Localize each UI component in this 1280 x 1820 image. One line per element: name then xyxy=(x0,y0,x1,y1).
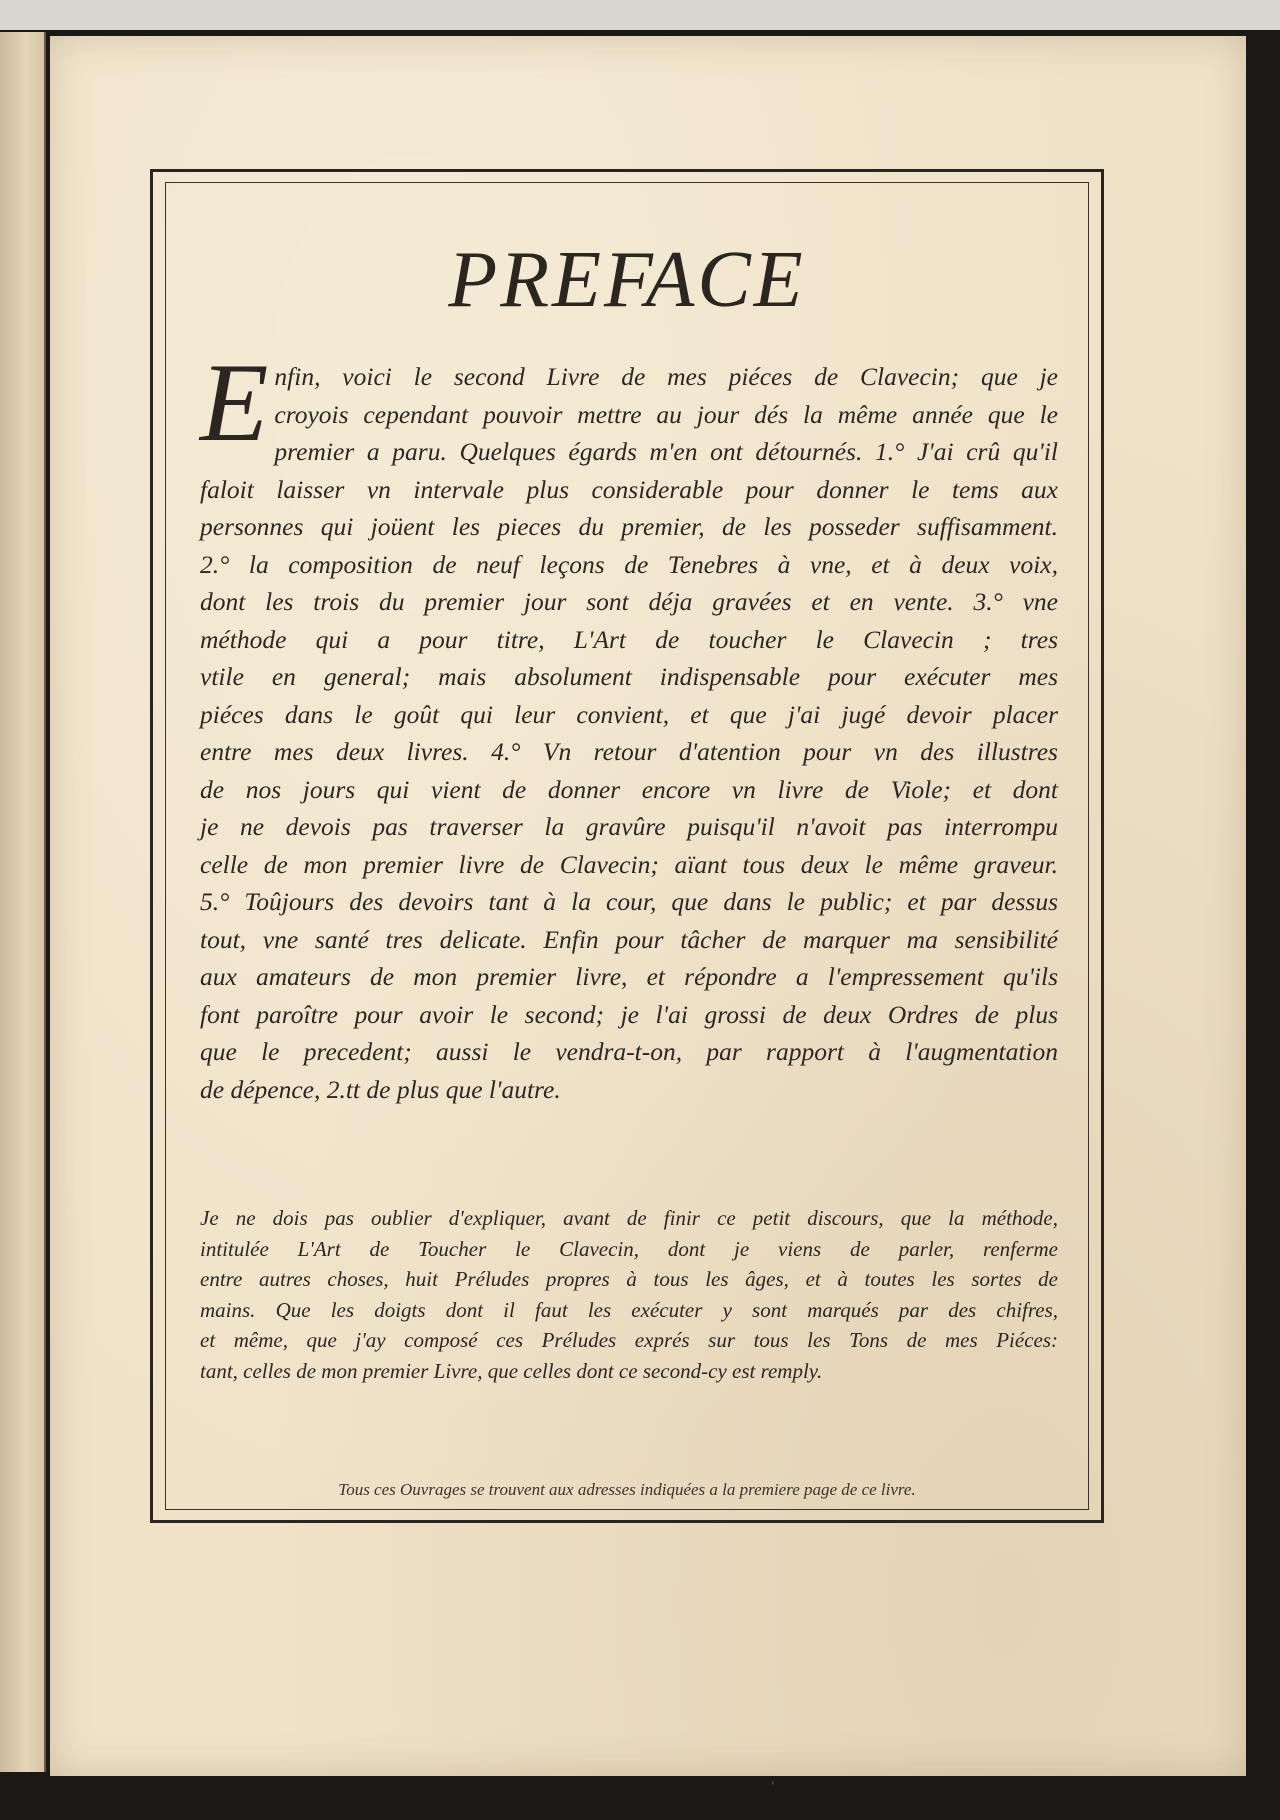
book-page xyxy=(50,36,1246,1796)
scan-background-strip xyxy=(0,0,1280,30)
text-line: tant, celles de mon premier Livre, que celles dont ce second-cy est remply. xyxy=(200,1358,823,1383)
text-line: de nos jours qui vient de donner encore vn livre de Viole; et dont xyxy=(200,774,1058,804)
text-line: entre autres choses, huit Préludes propres à tous les âges, et à toutes les sortes de xyxy=(200,1267,1058,1291)
text-line: faloit laisser vn intervale plus considerable pour donner le tems aux xyxy=(200,474,1058,504)
footer-note: Tous ces Ouvrages se trouvent aux adresses indiquées a la premiere page de ce livre. xyxy=(338,1480,916,1499)
text-line: mains. Que les doigts dont il faut les exécuter y sont marqués par des chifres, xyxy=(200,1297,1058,1322)
text-line: piéces dans le goût qui leur convient, et que j'ai jugé devoir placer xyxy=(200,699,1058,729)
text-line: Je ne dois pas oublier d'expliquer, avant de finir ce petit discours, que la méthode, xyxy=(200,1206,1058,1230)
text-line: nfin, voici le second Livre de mes piéces de Clavecin; que je xyxy=(274,362,1058,391)
text-line: méthode qui a pour titre, L'Art de toucher le Clavecin ; tres xyxy=(200,624,1058,654)
preface-paragraph-2 xyxy=(200,1203,1058,1386)
text-line: de dépence, 2.tt de plus que l'autre. xyxy=(200,1074,561,1104)
engraved-frame xyxy=(150,169,1104,1523)
text-line: que le precedent; aussi le vendra-t-on, par rapport à l'augmentation xyxy=(200,1037,1058,1066)
dropcap-letter: E xyxy=(200,341,269,465)
text-line: intitulée L'Art de Toucher le Clavecin, dont je viens de parler, renferme xyxy=(200,1236,1058,1261)
text-line: je ne devois pas traverser la gravûre puisqu'il n'avoit pas interrompu xyxy=(200,812,1058,841)
text-line: font paroître pour avoir le second; je l'ai grossi de deux Ordres de plus xyxy=(200,999,1058,1029)
text-line: tout, vne santé tres delicate. Enfin pour tâcher de marquer ma sensibilité xyxy=(200,924,1058,954)
text-line: vtile en general; mais absolument indispensable pour exécuter mes xyxy=(200,662,1058,691)
text-line: 5.° Toûjours des devoirs tant à la cour, que dans le public; et par dessus xyxy=(200,887,1058,916)
text-line: celle de mon premier livre de Clavecin; aïant tous deux le même graveur. xyxy=(200,849,1058,879)
text-line: aux amateurs de mon premier livre, et répondre a l'empressement qu'ils xyxy=(200,962,1058,991)
text-line: personnes qui joüent les pieces du premier, de les posseder suffisamment. xyxy=(200,512,1058,541)
engraved-frame-inner xyxy=(165,182,1089,1510)
text-line: premier a paru. Quelques égards m'en ont détournés. 1.° J'ai crû qu'il xyxy=(274,437,1058,466)
text-line: croyois cependant pouvoir mettre au jour dés la même année que le xyxy=(274,399,1058,429)
text-line: et même, que j'ay composé ces Préludes exprés sur tous les Tons de mes Piéces: xyxy=(200,1328,1058,1352)
page-title: PREFACE xyxy=(448,236,806,324)
text-line: dont les trois du premier jour sont déja gravées et en vente. 3.° vne xyxy=(200,587,1058,616)
preface-paragraph-1 xyxy=(200,341,1058,1108)
printer-mark: ‘ xyxy=(770,1776,776,1796)
text-line: entre mes deux livres. 4.° Vn retour d'atention pour vn des illustres xyxy=(200,737,1058,766)
left-page-edge xyxy=(0,32,46,1772)
text-line: 2.° la composition de neuf leçons de Tenebres à vne, et à deux voix, xyxy=(200,549,1058,579)
